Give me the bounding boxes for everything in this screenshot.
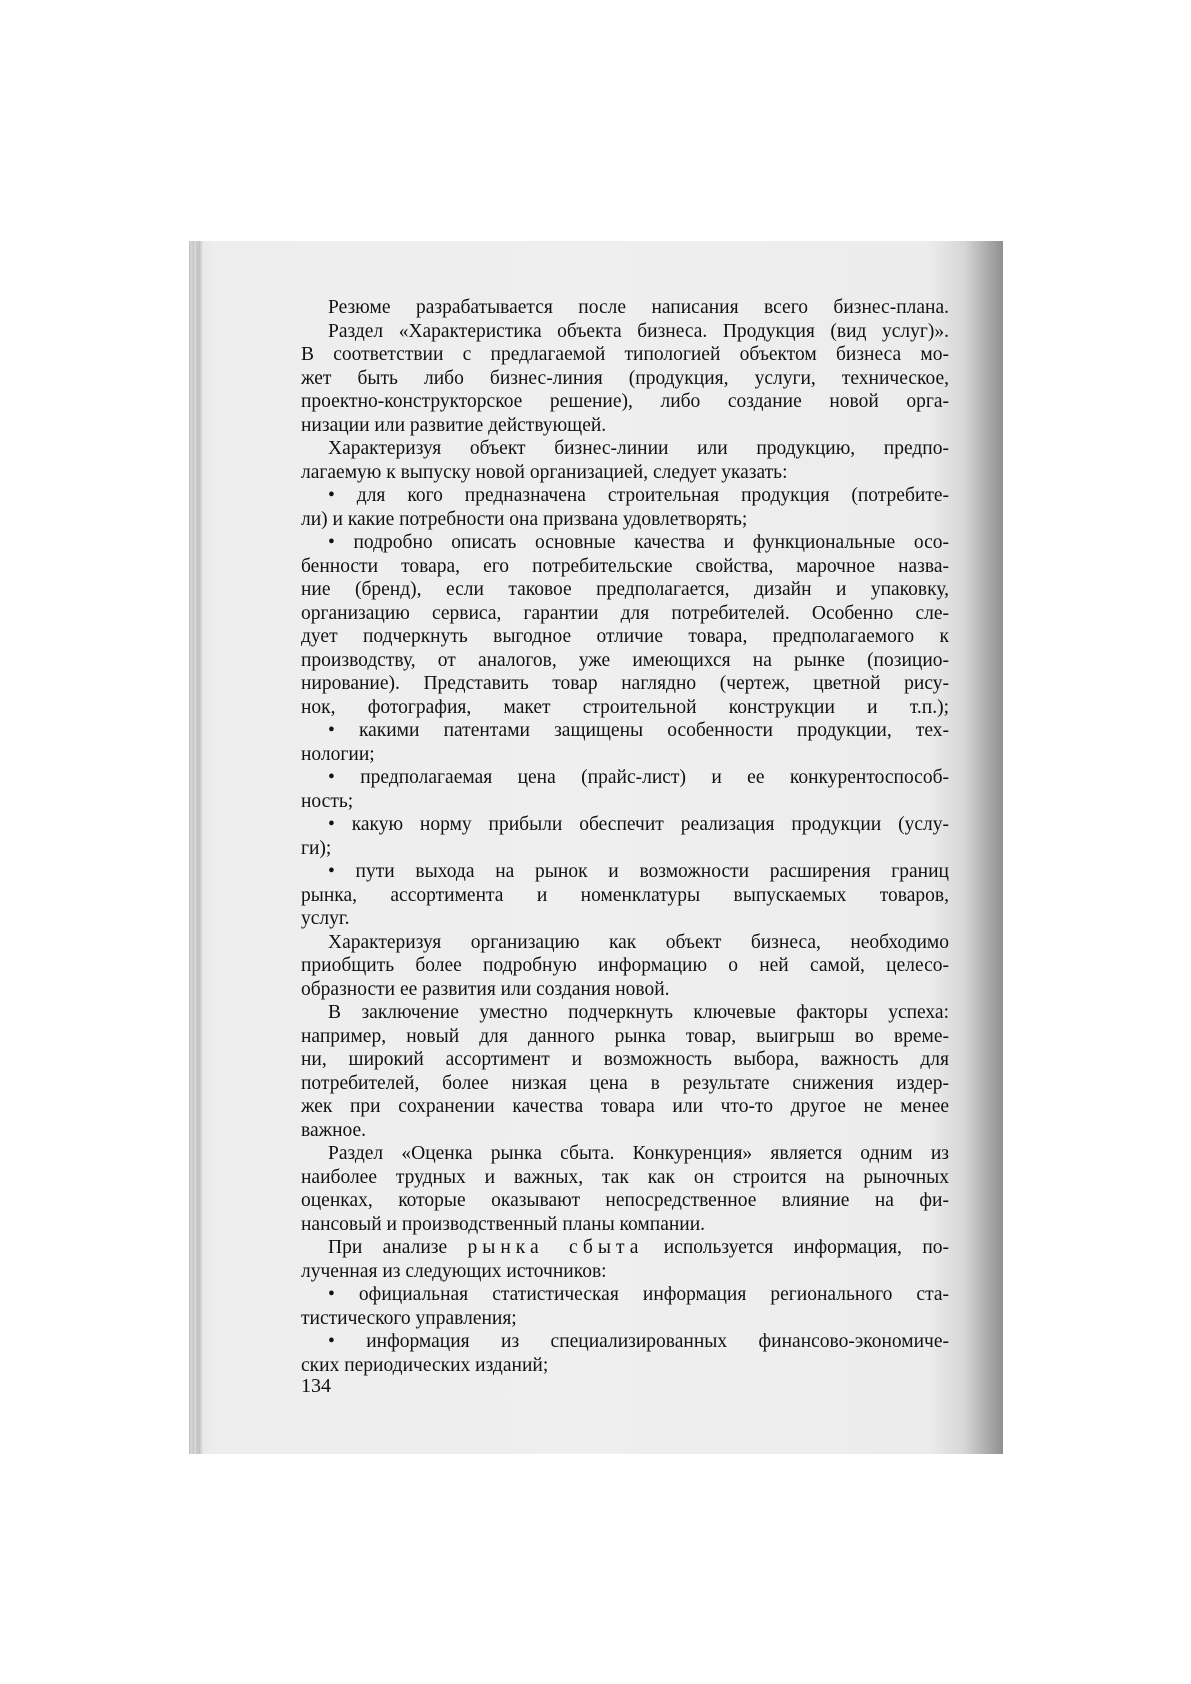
- page-number: 134: [301, 1375, 331, 1397]
- text-line: жек при сохранении качества товара или что-то другое не менее: [301, 1096, 949, 1117]
- text-line: бенности товара, его потребительские свойства, марочное назва-: [301, 555, 949, 577]
- text-line: низации или развитие действующей.: [301, 414, 607, 436]
- spaced-emphasis: рынка сбыта: [467, 1237, 644, 1258]
- scanned-page: [189, 241, 1003, 1454]
- text-line: услуг.: [301, 908, 350, 929]
- text-line: нологии;: [301, 743, 375, 765]
- text-line: • для кого предназначена строительная продукция (потребите-: [328, 485, 949, 506]
- page-binding-edge: [189, 241, 199, 1454]
- text-line: лученная из следующих источников:: [301, 1260, 607, 1282]
- text-line: • информация из специализированных финансово-экономиче-: [328, 1331, 949, 1352]
- text-line: Характеризуя объект бизнес-линии или продукцию, предпо-: [328, 438, 949, 459]
- text-line-part: При анализе: [328, 1237, 468, 1258]
- text-line: оценках, которые оказывают непосредственное влияние на фи-: [301, 1190, 949, 1211]
- text-line: • какую норму прибыли обеспечит реализация продукции (услу-: [328, 814, 949, 835]
- text-line: организацию сервиса, гарантии для потребителей. Особенно сле-: [301, 602, 949, 624]
- text-line: рынка, ассортимента и номенклатуры выпускаемых товаров,: [301, 884, 949, 906]
- text-line: • пути выхода на рынок и возможности расширения границ: [328, 861, 949, 882]
- text-line: приобщить более подробную информацию о ней самой, целесо-: [301, 955, 949, 976]
- text-line: • подробно описать основные качества и функциональные осо-: [328, 532, 949, 553]
- text-line: Раздел «Оценка рынка сбыта. Конкуренция» является одним из: [328, 1143, 949, 1164]
- text-line: лагаемую к выпуску новой организацией, следует указать:: [301, 461, 788, 483]
- text-line: ли) и какие потребности она призвана удовлетворять;: [301, 508, 748, 530]
- text-line: например, новый для данного рынка товар, выигрыш во време-: [301, 1025, 949, 1047]
- text-line: ских периодических изданий;: [301, 1354, 549, 1376]
- text-line-part: используется информация, по-: [643, 1237, 950, 1258]
- text-line: • официальная статистическая информация регионального ста-: [328, 1284, 949, 1305]
- text-line: Раздел «Характеристика объекта бизнеса. Продукция (вид услуг)».: [328, 320, 949, 342]
- text-line: ни, широкий ассортимент и возможность выбора, важность для: [301, 1049, 949, 1070]
- text-line: проектно-конструкторское решение), либо создание новой орга-: [301, 391, 949, 412]
- text-line: жет быть либо бизнес-линия (продукция, услуги, техническое,: [301, 367, 949, 389]
- text-line: наиболее трудных и важных, так как он строится на рыночных: [301, 1166, 949, 1188]
- text-line: нансовый и производственный планы компании.: [301, 1213, 706, 1235]
- text-line: • какими патентами защищены особенности продукции, тех-: [328, 720, 949, 741]
- text-line: нок, фотография, макет строительной конструкции и т.п.);: [301, 696, 949, 718]
- text-line: ние (бренд), если таковое предполагается, дизайн и упаковку,: [301, 579, 949, 600]
- text-line: В соответствии с предлагаемой типологией объектом бизнеса мо-: [301, 344, 949, 365]
- text-line: образности ее развития или создания новой.: [301, 978, 670, 1000]
- text-line: дует подчеркнуть выгодное отличие товара, предполагаемого к: [301, 626, 949, 647]
- text-line: тистического управления;: [301, 1307, 517, 1329]
- text-line: потребителей, более низкая цена в результате снижения издер-: [301, 1072, 949, 1094]
- text-line: важное.: [301, 1119, 367, 1141]
- text-line: В заключение уместно подчеркнуть ключевые факторы успеха:: [328, 1002, 949, 1023]
- text-line: производству, от аналогов, уже имеющихся на рынке (позицио-: [301, 649, 949, 671]
- text-line: ность;: [301, 790, 354, 812]
- body-text: [301, 296, 949, 1377]
- text-line: нирование). Представить товар наглядно (чертеж, цветной рису-: [301, 673, 949, 694]
- text-line: [301, 1236, 949, 1260]
- text-line: ги);: [301, 837, 332, 859]
- text-line: • предполагаемая цена (прайс-лист) и ее конкурентоспособ-: [328, 767, 949, 788]
- text-line: Резюме разрабатывается после написания всего бизнес-плана.: [328, 297, 949, 318]
- text-line: Характеризуя организацию как объект бизнеса, необходимо: [328, 931, 949, 953]
